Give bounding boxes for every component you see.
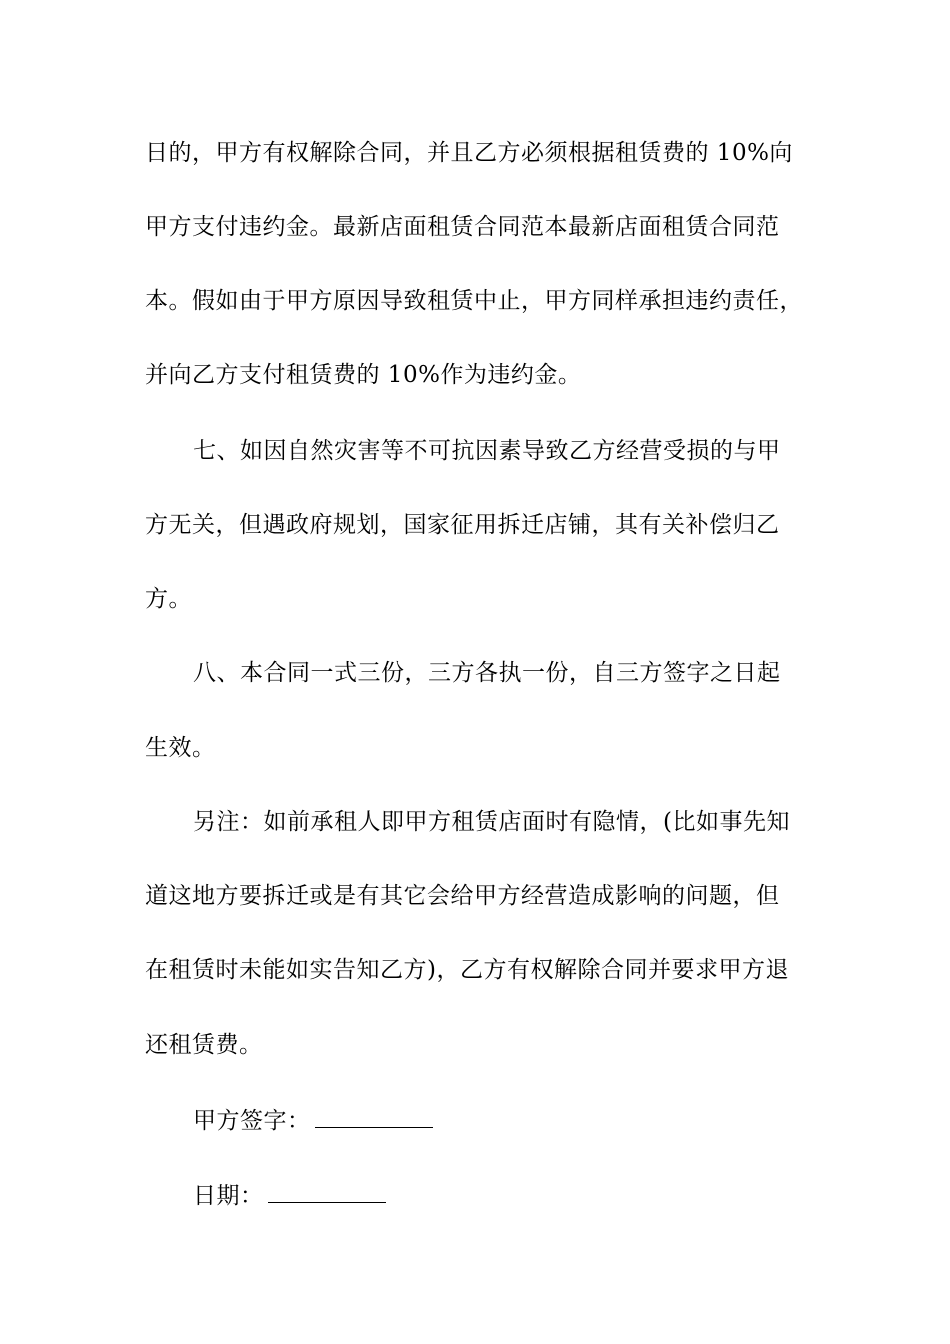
text-line: 还租赁费。 xyxy=(145,1032,263,1058)
text-line: 本。假如由于甲方原因导致租赁中止，甲方同样承担违约责任， xyxy=(145,288,803,314)
date-row xyxy=(193,1181,386,1211)
date-field[interactable] xyxy=(268,1182,386,1203)
text-line: 八、本合同一式三份，三方各执一份，自三方签字之日起 xyxy=(193,660,781,686)
text-line: 方无关，但遇政府规划，国家征用拆迁店铺，其有关补偿归乙 xyxy=(145,512,780,538)
party-a-signature-row xyxy=(193,1106,433,1136)
text-line: 甲方支付违约金。最新店面租赁合同范本最新店面租赁合同范 xyxy=(145,214,780,240)
text-line: 方。 xyxy=(145,586,192,612)
text-line: 七、如因自然灾害等不可抗因素导致乙方经营受损的与甲 xyxy=(193,438,781,464)
text-line: 另注：如前承租人即甲方租赁店面时有隐情，(比如事先知 xyxy=(193,809,790,835)
text-line: 日的，甲方有权解除合同，并且乙方必须根据租赁费的 10%向 xyxy=(145,140,793,166)
text-line: 并向乙方支付租赁费的 10%作为违约金。 xyxy=(145,362,582,388)
party-a-signature-label: 甲方签字： xyxy=(193,1108,311,1134)
text-line: 道这地方要拆迁或是有其它会给甲方经营造成影响的问题，但 xyxy=(145,883,780,909)
text-line: 在租赁时未能如实告知乙方)，乙方有权解除合同并要求甲方退 xyxy=(145,957,789,983)
party-a-signature-field[interactable] xyxy=(315,1107,433,1128)
text-line: 生效。 xyxy=(145,735,216,761)
date-label: 日期： xyxy=(193,1183,264,1209)
